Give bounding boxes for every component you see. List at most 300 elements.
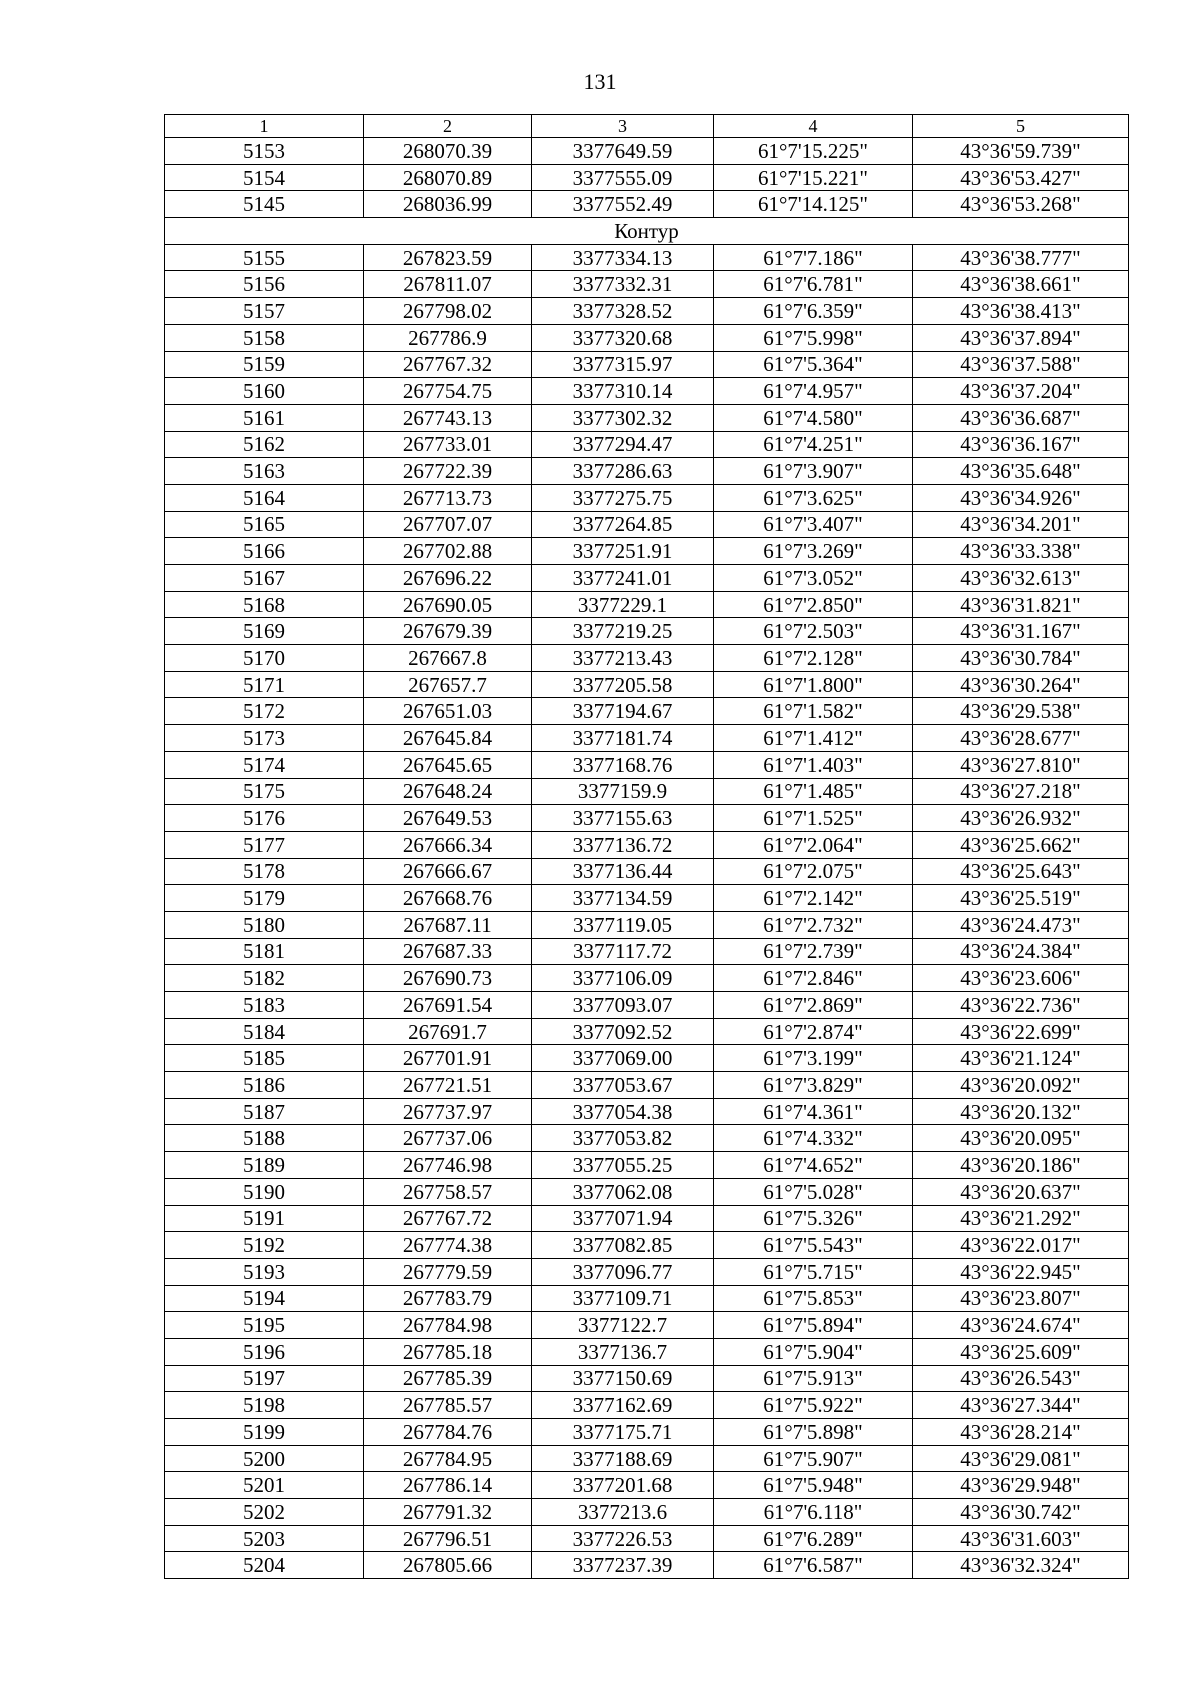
x-coordinate-cell: 267687.33: [364, 938, 532, 965]
latitude-cell: 43°36'25.609": [913, 1338, 1129, 1365]
latitude-cell: 43°36'31.603": [913, 1525, 1129, 1552]
table-row: [165, 431, 1129, 458]
y-coordinate-cell: 3377226.53: [532, 1525, 714, 1552]
point-number-cell: 5153: [165, 138, 364, 165]
table-row: [165, 484, 1129, 511]
y-coordinate-cell: 3377555.09: [532, 164, 714, 191]
point-number-cell: 5163: [165, 458, 364, 485]
y-coordinate-cell: 3377241.01: [532, 565, 714, 592]
longitude-cell: 61°7'2.869": [714, 992, 913, 1019]
x-coordinate-cell: 267811.07: [364, 271, 532, 298]
x-coordinate-cell: 267785.57: [364, 1392, 532, 1419]
point-number-cell: 5166: [165, 538, 364, 565]
table-row: [165, 404, 1129, 431]
point-number-cell: 5189: [165, 1152, 364, 1179]
table-row: [165, 1445, 1129, 1472]
latitude-cell: 43°36'21.124": [913, 1045, 1129, 1072]
x-coordinate-cell: 267667.8: [364, 645, 532, 672]
table-row: [165, 511, 1129, 538]
y-coordinate-cell: 3377205.58: [532, 671, 714, 698]
table-row: [165, 992, 1129, 1019]
latitude-cell: 43°36'38.413": [913, 298, 1129, 325]
latitude-cell: 43°36'35.648": [913, 458, 1129, 485]
longitude-cell: 61°7'4.652": [714, 1152, 913, 1179]
point-number-cell: 5192: [165, 1232, 364, 1259]
point-number-cell: 5200: [165, 1445, 364, 1472]
table-row: [165, 458, 1129, 485]
latitude-cell: 43°36'20.132": [913, 1098, 1129, 1125]
table-row: [165, 1419, 1129, 1446]
point-number-cell: 5187: [165, 1098, 364, 1125]
latitude-cell: 43°36'34.926": [913, 484, 1129, 511]
longitude-cell: 61°7'5.853": [714, 1285, 913, 1312]
y-coordinate-cell: 3377302.32: [532, 404, 714, 431]
x-coordinate-cell: 267796.51: [364, 1525, 532, 1552]
table-row: [165, 1338, 1129, 1365]
latitude-cell: 43°36'34.201": [913, 511, 1129, 538]
longitude-cell: 61°7'6.781": [714, 271, 913, 298]
longitude-cell: 61°7'5.715": [714, 1258, 913, 1285]
y-coordinate-cell: 3377082.85: [532, 1232, 714, 1259]
longitude-cell: 61°7'2.128": [714, 645, 913, 672]
longitude-cell: 61°7'5.543": [714, 1232, 913, 1259]
point-number-cell: 5177: [165, 831, 364, 858]
y-coordinate-cell: 3377175.71: [532, 1419, 714, 1446]
x-coordinate-cell: 267754.75: [364, 378, 532, 405]
column-header: 5: [913, 115, 1129, 138]
x-coordinate-cell: 267786.9: [364, 324, 532, 351]
table-row: [165, 565, 1129, 592]
y-coordinate-cell: 3377117.72: [532, 938, 714, 965]
page-number: 131: [583, 69, 617, 94]
x-coordinate-cell: 267823.59: [364, 244, 532, 271]
x-coordinate-cell: 267758.57: [364, 1178, 532, 1205]
y-coordinate-cell: 3377069.00: [532, 1045, 714, 1072]
table-row: [165, 1072, 1129, 1099]
y-coordinate-cell: 3377054.38: [532, 1098, 714, 1125]
longitude-cell: 61°7'2.739": [714, 938, 913, 965]
longitude-cell: 61°7'6.289": [714, 1525, 913, 1552]
latitude-cell: 43°36'20.637": [913, 1178, 1129, 1205]
table-row: [165, 271, 1129, 298]
point-number-cell: 5178: [165, 858, 364, 885]
y-coordinate-cell: 3377188.69: [532, 1445, 714, 1472]
longitude-cell: 61°7'2.142": [714, 885, 913, 912]
longitude-cell: 61°7'5.894": [714, 1312, 913, 1339]
y-coordinate-cell: 3377334.13: [532, 244, 714, 271]
table-row: [165, 751, 1129, 778]
y-coordinate-cell: 3377119.05: [532, 911, 714, 938]
longitude-cell: 61°7'5.907": [714, 1445, 913, 1472]
y-coordinate-cell: 3377055.25: [532, 1152, 714, 1179]
point-number-cell: 5196: [165, 1338, 364, 1365]
point-number-cell: 5197: [165, 1365, 364, 1392]
y-coordinate-cell: 3377092.52: [532, 1018, 714, 1045]
point-number-cell: 5159: [165, 351, 364, 378]
table-row: [165, 805, 1129, 832]
longitude-cell: 61°7'15.221": [714, 164, 913, 191]
y-coordinate-cell: 3377093.07: [532, 992, 714, 1019]
table-row: [165, 1552, 1129, 1579]
y-coordinate-cell: 3377155.63: [532, 805, 714, 832]
longitude-cell: 61°7'1.412": [714, 725, 913, 752]
latitude-cell: 43°36'20.095": [913, 1125, 1129, 1152]
y-coordinate-cell: 3377201.68: [532, 1472, 714, 1499]
point-number-cell: 5195: [165, 1312, 364, 1339]
point-number-cell: 5161: [165, 404, 364, 431]
x-coordinate-cell: 267767.72: [364, 1205, 532, 1232]
y-coordinate-cell: 3377237.39: [532, 1552, 714, 1579]
latitude-cell: 43°36'37.204": [913, 378, 1129, 405]
longitude-cell: 61°7'5.326": [714, 1205, 913, 1232]
table-row: [165, 1312, 1129, 1339]
table-row: [165, 831, 1129, 858]
point-number-cell: 5193: [165, 1258, 364, 1285]
x-coordinate-cell: 267666.34: [364, 831, 532, 858]
table-row: [165, 538, 1129, 565]
point-number-cell: 5199: [165, 1419, 364, 1446]
x-coordinate-cell: 267779.59: [364, 1258, 532, 1285]
x-coordinate-cell: 267713.73: [364, 484, 532, 511]
table-row: [165, 1098, 1129, 1125]
longitude-cell: 61°7'2.846": [714, 965, 913, 992]
point-number-cell: 5203: [165, 1525, 364, 1552]
x-coordinate-cell: 267737.06: [364, 1125, 532, 1152]
latitude-cell: 43°36'24.384": [913, 938, 1129, 965]
longitude-cell: 61°7'5.913": [714, 1365, 913, 1392]
y-coordinate-cell: 3377213.43: [532, 645, 714, 672]
table-row: [165, 1018, 1129, 1045]
point-number-cell: 5184: [165, 1018, 364, 1045]
x-coordinate-cell: 267767.32: [364, 351, 532, 378]
x-coordinate-cell: 267649.53: [364, 805, 532, 832]
x-coordinate-cell: 267774.38: [364, 1232, 532, 1259]
longitude-cell: 61°7'5.898": [714, 1419, 913, 1446]
y-coordinate-cell: 3377096.77: [532, 1258, 714, 1285]
longitude-cell: 61°7'4.361": [714, 1098, 913, 1125]
x-coordinate-cell: 267696.22: [364, 565, 532, 592]
table-body: [165, 115, 1129, 1579]
x-coordinate-cell: 267743.13: [364, 404, 532, 431]
longitude-cell: 61°7'6.359": [714, 298, 913, 325]
longitude-cell: 61°7'4.957": [714, 378, 913, 405]
x-coordinate-cell: 267657.7: [364, 671, 532, 698]
y-coordinate-cell: 3377136.72: [532, 831, 714, 858]
y-coordinate-cell: 3377310.14: [532, 378, 714, 405]
latitude-cell: 43°36'27.344": [913, 1392, 1129, 1419]
latitude-cell: 43°36'28.677": [913, 725, 1129, 752]
latitude-cell: 43°36'37.894": [913, 324, 1129, 351]
longitude-cell: 61°7'5.904": [714, 1338, 913, 1365]
table-row: [165, 378, 1129, 405]
longitude-cell: 61°7'1.403": [714, 751, 913, 778]
table-row: [165, 778, 1129, 805]
latitude-cell: 43°36'24.674": [913, 1312, 1129, 1339]
longitude-cell: 61°7'3.199": [714, 1045, 913, 1072]
latitude-cell: 43°36'32.324": [913, 1552, 1129, 1579]
y-coordinate-cell: 3377251.91: [532, 538, 714, 565]
longitude-cell: 61°7'6.118": [714, 1499, 913, 1526]
y-coordinate-cell: 3377150.69: [532, 1365, 714, 1392]
latitude-cell: 43°36'29.081": [913, 1445, 1129, 1472]
longitude-cell: 61°7'5.364": [714, 351, 913, 378]
longitude-cell: 61°7'3.269": [714, 538, 913, 565]
x-coordinate-cell: 267721.51: [364, 1072, 532, 1099]
point-number-cell: 5168: [165, 591, 364, 618]
longitude-cell: 61°7'4.580": [714, 404, 913, 431]
longitude-cell: 61°7'2.075": [714, 858, 913, 885]
point-number-cell: 5154: [165, 164, 364, 191]
longitude-cell: 61°7'5.948": [714, 1472, 913, 1499]
longitude-cell: 61°7'6.587": [714, 1552, 913, 1579]
table-row: [165, 1365, 1129, 1392]
latitude-cell: 43°36'22.017": [913, 1232, 1129, 1259]
point-number-cell: 5185: [165, 1045, 364, 1072]
point-number-cell: 5172: [165, 698, 364, 725]
point-number-cell: 5182: [165, 965, 364, 992]
y-coordinate-cell: 3377109.71: [532, 1285, 714, 1312]
latitude-cell: 43°36'27.810": [913, 751, 1129, 778]
longitude-cell: 61°7'4.251": [714, 431, 913, 458]
x-coordinate-cell: 267679.39: [364, 618, 532, 645]
point-number-cell: 5170: [165, 645, 364, 672]
x-coordinate-cell: 267784.95: [364, 1445, 532, 1472]
table-row: [165, 1152, 1129, 1179]
longitude-cell: 61°7'15.225": [714, 138, 913, 165]
latitude-cell: 43°36'23.807": [913, 1285, 1129, 1312]
latitude-cell: 43°36'36.687": [913, 404, 1129, 431]
table-row: [165, 965, 1129, 992]
latitude-cell: 43°36'29.948": [913, 1472, 1129, 1499]
point-number-cell: 5173: [165, 725, 364, 752]
point-number-cell: 5183: [165, 992, 364, 1019]
table-row: [165, 591, 1129, 618]
latitude-cell: 43°36'22.945": [913, 1258, 1129, 1285]
x-coordinate-cell: 267691.7: [364, 1018, 532, 1045]
x-coordinate-cell: 267783.79: [364, 1285, 532, 1312]
x-coordinate-cell: 268070.89: [364, 164, 532, 191]
latitude-cell: 43°36'38.777": [913, 244, 1129, 271]
y-coordinate-cell: 3377053.82: [532, 1125, 714, 1152]
latitude-cell: 43°36'53.268": [913, 191, 1129, 218]
latitude-cell: 43°36'25.662": [913, 831, 1129, 858]
x-coordinate-cell: 267791.32: [364, 1499, 532, 1526]
y-coordinate-cell: 3377552.49: [532, 191, 714, 218]
table-row: [165, 164, 1129, 191]
table-row: [165, 725, 1129, 752]
point-number-cell: 5156: [165, 271, 364, 298]
coordinates-table: [164, 114, 1129, 1579]
y-coordinate-cell: 3377219.25: [532, 618, 714, 645]
longitude-cell: 61°7'7.186": [714, 244, 913, 271]
y-coordinate-cell: 3377136.7: [532, 1338, 714, 1365]
point-number-cell: 5191: [165, 1205, 364, 1232]
longitude-cell: 61°7'2.850": [714, 591, 913, 618]
point-number-cell: 5165: [165, 511, 364, 538]
latitude-cell: 43°36'22.736": [913, 992, 1129, 1019]
x-coordinate-cell: 267645.84: [364, 725, 532, 752]
y-coordinate-cell: 3377071.94: [532, 1205, 714, 1232]
x-coordinate-cell: 267784.98: [364, 1312, 532, 1339]
x-coordinate-cell: 267651.03: [364, 698, 532, 725]
longitude-cell: 61°7'5.028": [714, 1178, 913, 1205]
table-row: [165, 1125, 1129, 1152]
latitude-cell: 43°36'25.519": [913, 885, 1129, 912]
longitude-cell: 61°7'3.407": [714, 511, 913, 538]
longitude-cell: 61°7'5.922": [714, 1392, 913, 1419]
point-number-cell: 5198: [165, 1392, 364, 1419]
longitude-cell: 61°7'1.582": [714, 698, 913, 725]
longitude-cell: 61°7'5.998": [714, 324, 913, 351]
longitude-cell: 61°7'3.907": [714, 458, 913, 485]
longitude-cell: 61°7'2.732": [714, 911, 913, 938]
latitude-cell: 43°36'23.606": [913, 965, 1129, 992]
x-coordinate-cell: 267785.39: [364, 1365, 532, 1392]
point-number-cell: 5202: [165, 1499, 364, 1526]
latitude-cell: 43°36'30.742": [913, 1499, 1129, 1526]
x-coordinate-cell: 267702.88: [364, 538, 532, 565]
table-row: [165, 698, 1129, 725]
column-header: 1: [165, 115, 364, 138]
longitude-cell: 61°7'1.800": [714, 671, 913, 698]
y-coordinate-cell: 3377275.75: [532, 484, 714, 511]
point-number-cell: 5169: [165, 618, 364, 645]
table-row: [165, 911, 1129, 938]
table-row: [165, 191, 1129, 218]
x-coordinate-cell: 267746.98: [364, 1152, 532, 1179]
latitude-cell: 43°36'30.784": [913, 645, 1129, 672]
point-number-cell: 5164: [165, 484, 364, 511]
point-number-cell: 5204: [165, 1552, 364, 1579]
latitude-cell: 43°36'30.264": [913, 671, 1129, 698]
point-number-cell: 5188: [165, 1125, 364, 1152]
x-coordinate-cell: 268070.39: [364, 138, 532, 165]
y-coordinate-cell: 3377328.52: [532, 298, 714, 325]
table-row: [165, 1258, 1129, 1285]
y-coordinate-cell: 3377294.47: [532, 431, 714, 458]
table-row: [165, 1525, 1129, 1552]
table-row: [165, 1232, 1129, 1259]
x-coordinate-cell: 267690.73: [364, 965, 532, 992]
longitude-cell: 61°7'2.503": [714, 618, 913, 645]
y-coordinate-cell: 3377315.97: [532, 351, 714, 378]
point-number-cell: 5155: [165, 244, 364, 271]
y-coordinate-cell: 3377122.7: [532, 1312, 714, 1339]
x-coordinate-cell: 267687.11: [364, 911, 532, 938]
y-coordinate-cell: 3377134.59: [532, 885, 714, 912]
latitude-cell: 43°36'31.821": [913, 591, 1129, 618]
x-coordinate-cell: 267798.02: [364, 298, 532, 325]
longitude-cell: 61°7'1.485": [714, 778, 913, 805]
y-coordinate-cell: 3377229.1: [532, 591, 714, 618]
y-coordinate-cell: 3377286.63: [532, 458, 714, 485]
column-header: 4: [714, 115, 913, 138]
latitude-cell: 43°36'24.473": [913, 911, 1129, 938]
longitude-cell: 61°7'2.874": [714, 1018, 913, 1045]
point-number-cell: 5190: [165, 1178, 364, 1205]
table-row: [165, 244, 1129, 271]
point-number-cell: 5194: [165, 1285, 364, 1312]
longitude-cell: 61°7'1.525": [714, 805, 913, 832]
x-coordinate-cell: 267645.65: [364, 751, 532, 778]
y-coordinate-cell: 3377181.74: [532, 725, 714, 752]
latitude-cell: 43°36'20.092": [913, 1072, 1129, 1099]
point-number-cell: 5181: [165, 938, 364, 965]
table-row: [165, 645, 1129, 672]
point-number-cell: 5186: [165, 1072, 364, 1099]
section-row: [165, 218, 1129, 245]
point-number-cell: 5158: [165, 324, 364, 351]
point-number-cell: 5157: [165, 298, 364, 325]
latitude-cell: 43°36'53.427": [913, 164, 1129, 191]
longitude-cell: 61°7'3.625": [714, 484, 913, 511]
point-number-cell: 5179: [165, 885, 364, 912]
x-coordinate-cell: 267722.39: [364, 458, 532, 485]
table-row: [165, 671, 1129, 698]
table-header-row: [165, 115, 1129, 138]
point-number-cell: 5180: [165, 911, 364, 938]
latitude-cell: 43°36'21.292": [913, 1205, 1129, 1232]
point-number-cell: 5174: [165, 751, 364, 778]
longitude-cell: 61°7'2.064": [714, 831, 913, 858]
table-row: [165, 1045, 1129, 1072]
latitude-cell: 43°36'26.543": [913, 1365, 1129, 1392]
table-row: [165, 1178, 1129, 1205]
table-row: [165, 138, 1129, 165]
point-number-cell: 5145: [165, 191, 364, 218]
point-number-cell: 5162: [165, 431, 364, 458]
y-coordinate-cell: 3377264.85: [532, 511, 714, 538]
latitude-cell: 43°36'29.538": [913, 698, 1129, 725]
latitude-cell: 43°36'25.643": [913, 858, 1129, 885]
table-row: [165, 618, 1129, 645]
latitude-cell: 43°36'22.699": [913, 1018, 1129, 1045]
table-row: [165, 298, 1129, 325]
table-row: [165, 351, 1129, 378]
x-coordinate-cell: 267784.76: [364, 1419, 532, 1446]
x-coordinate-cell: 267690.05: [364, 591, 532, 618]
y-coordinate-cell: 3377106.09: [532, 965, 714, 992]
column-header: 2: [364, 115, 532, 138]
point-number-cell: 5176: [165, 805, 364, 832]
latitude-cell: 43°36'36.167": [913, 431, 1129, 458]
table-row: [165, 324, 1129, 351]
y-coordinate-cell: 3377320.68: [532, 324, 714, 351]
x-coordinate-cell: 267805.66: [364, 1552, 532, 1579]
point-number-cell: 5201: [165, 1472, 364, 1499]
x-coordinate-cell: 267786.14: [364, 1472, 532, 1499]
latitude-cell: 43°36'37.588": [913, 351, 1129, 378]
latitude-cell: 43°36'59.739": [913, 138, 1129, 165]
y-coordinate-cell: 3377159.9: [532, 778, 714, 805]
point-number-cell: 5167: [165, 565, 364, 592]
section-label: Контур: [165, 218, 1129, 245]
x-coordinate-cell: 268036.99: [364, 191, 532, 218]
latitude-cell: 43°36'27.218": [913, 778, 1129, 805]
y-coordinate-cell: 3377053.67: [532, 1072, 714, 1099]
x-coordinate-cell: 267648.24: [364, 778, 532, 805]
latitude-cell: 43°36'38.661": [913, 271, 1129, 298]
table-row: [165, 938, 1129, 965]
longitude-cell: 61°7'4.332": [714, 1125, 913, 1152]
x-coordinate-cell: 267668.76: [364, 885, 532, 912]
y-coordinate-cell: 3377332.31: [532, 271, 714, 298]
y-coordinate-cell: 3377213.6: [532, 1499, 714, 1526]
x-coordinate-cell: 267691.54: [364, 992, 532, 1019]
table-row: [165, 858, 1129, 885]
table-row: [165, 1392, 1129, 1419]
y-coordinate-cell: 3377062.08: [532, 1178, 714, 1205]
